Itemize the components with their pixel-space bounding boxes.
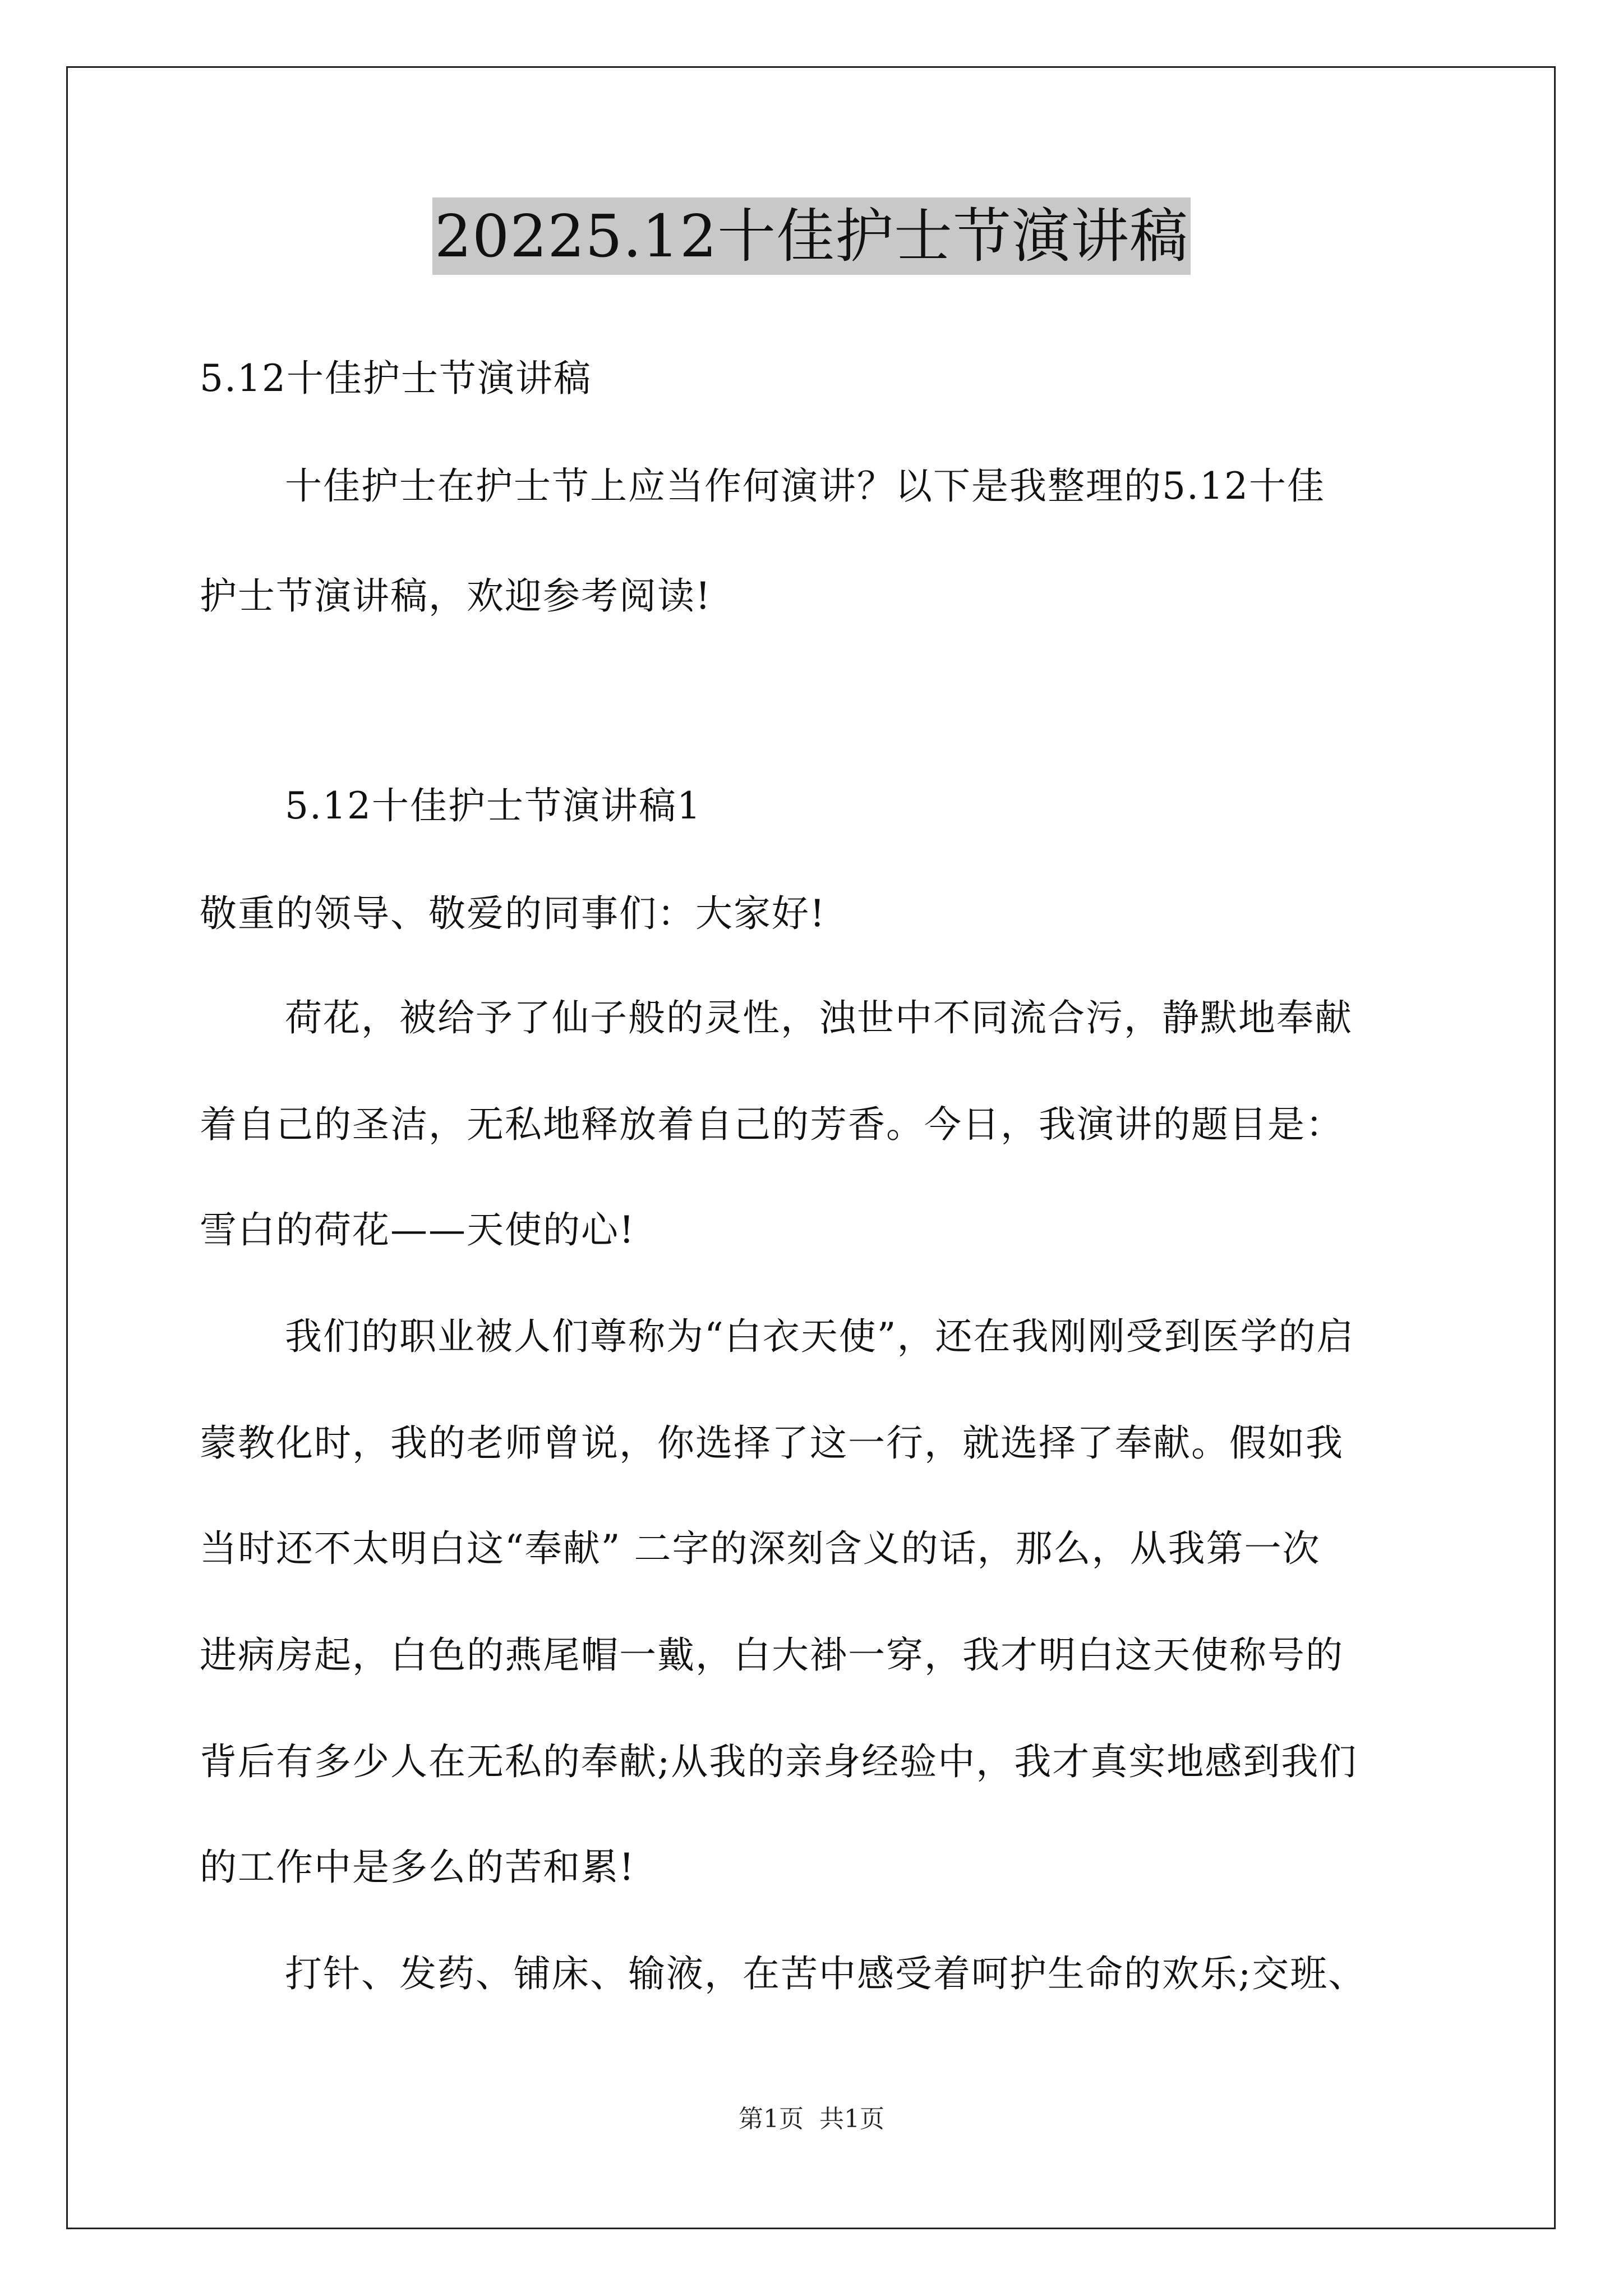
- paragraph-line: 我们的职业被人们尊称为“白衣天使”，还在我刚刚受到医学的启: [285, 1315, 1355, 1358]
- paragraph-line: 着自己的圣洁，无私地释放着自己的芳香。今日，我演讲的题目是：: [200, 1103, 1344, 1146]
- paragraph-line: 雪白的荷花——天使的心!: [200, 1208, 635, 1251]
- paragraph-line: 的工作中是多么的苦和累!: [200, 1846, 635, 1889]
- page-number: 第1页: [739, 2105, 804, 2133]
- paragraph-line: 当时还不太明白这“奉献” 二字的深刻含义的话，那么，从我第一次: [200, 1527, 1321, 1570]
- subtitle-line: 5.12十佳护士节演讲稿: [200, 357, 592, 400]
- paragraph-line: 背后有多少人在无私的奉献;从我的亲身经验中，我才真实地感到我们: [200, 1740, 1358, 1783]
- title-container: [0, 197, 1623, 275]
- section-heading: 5.12十佳护士节演讲稿1: [285, 784, 702, 827]
- paragraph-line: 护士节演讲稿，欢迎参考阅读!: [200, 574, 712, 618]
- page-footer: [0, 2102, 1623, 2136]
- document-title: 20225.12十佳护士节演讲稿: [432, 197, 1191, 275]
- paragraph-line: 进病房起，白色的燕尾帽一戴，白大褂一穿，我才明白这天使称号的: [200, 1634, 1344, 1677]
- paragraph-line: 荷花，被给予了仙子般的灵性，浊世中不同流合污，静默地奉献: [285, 996, 1353, 1039]
- greeting-line: 敬重的领导、敬爱的同事们：大家好!: [200, 892, 826, 935]
- page-total: 共1页: [819, 2105, 884, 2133]
- paragraph-line: 打针、发药、铺床、输液，在苦中感受着呵护生命的欢乐;交班、: [285, 1952, 1367, 1995]
- paragraph-line: 蒙教化时，我的老师曾说，你选择了这一行，就选择了奉献。假如我: [200, 1421, 1344, 1465]
- paragraph-line: 十佳护士在护士节上应当作何演讲？以下是我整理的5.12十佳: [285, 464, 1325, 508]
